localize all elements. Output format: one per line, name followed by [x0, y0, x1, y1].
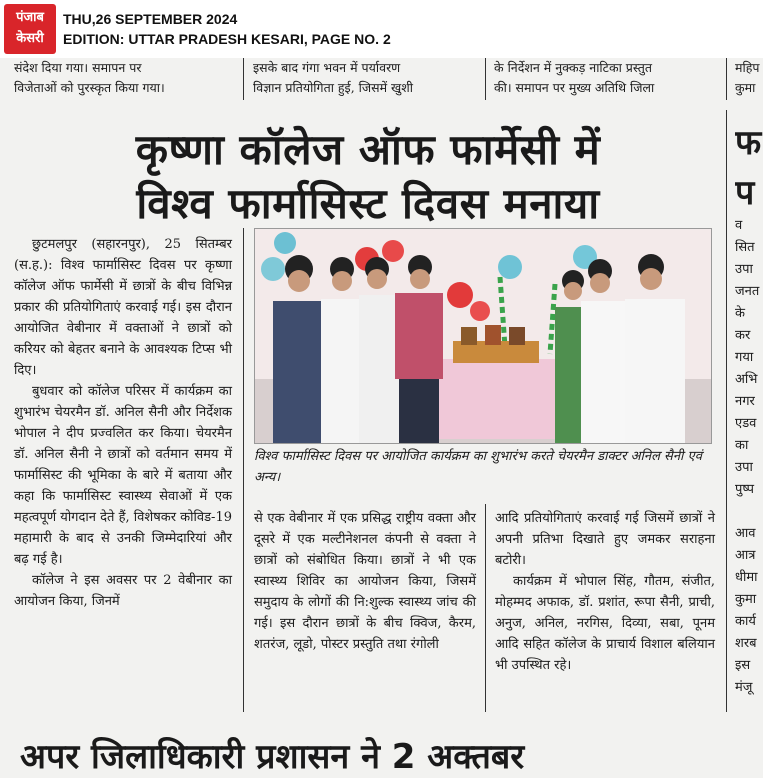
article-paragraph: से एक वेबीनार में एक प्रसिद्ध राष्ट्रीय वक्ता और दूसरे में एक मल्टीनेशनल कंपनी से वक्ता ने छात्रों को संबोधित किया। छात्रों ने भी एक स्वास्थ्य शिविर का आयोजन किया, जिसमें समुदाय के लोगों की नि:शुल्क स्वास्थ्य जांच की गई। इस दौरान छात्रों के बीच क्विज, कैरम, शतरंज, लूडो, पोस्टर प्रस्तुति तथा रंगोली [254, 511, 476, 652]
article-paragraph: बुधवार को कॉलेज परिसर में कार्यक्रम का शुभारंभ चेयरमैन डॉ. अनिल सैनी और निर्देशक भोपाल ने दीप प्रज्वलित कर किया। चेयरमैन डॉ. अनिल सैनी ने छात्रों को वर्तमान समय में फार्मासिस्ट की भूमिका के बारे में बताया और कहा कि फार्मासिस्ट स्वास्थ्य सेवाओं में एक महत्वपूर्ण योगदान देते हैं, विशेषकर कोविड-19 महामारी के बाद से उनकी जिम्मेदारियां और बढ़ गई है। [14, 384, 232, 567]
column-divider [243, 58, 244, 100]
column-divider [726, 110, 727, 712]
column-divider [485, 504, 486, 712]
article-headline-line1: कृष्णा कॉलेज ऑफ फार्मेसी में [135, 125, 601, 174]
column-divider [485, 58, 486, 100]
clipping-meta [63, 9, 391, 49]
column-divider [726, 58, 727, 100]
adjacent-article-text: व सित उपा जनत के कर गया अभि नगर एडव का उपा पुष्प आव आत्र धीमा कुमा कार्य शरब इस मंजू [735, 218, 760, 695]
event-photo [254, 228, 712, 444]
prev-article-col3: के निर्देशन में नुक्कड़ नाटिका प्रस्तुत की। समापन पर मुख्य अतिथि जिला [494, 60, 655, 95]
article-column-1 [14, 234, 232, 612]
column-divider [243, 228, 244, 712]
punjab-kesari-logo: पंजाब केसरी [4, 4, 56, 54]
photo-caption: विश्व फार्मासिस्ट दिवस पर आयोजित कार्यक्रम का शुभारंभ करते चेयरमैन डाक्टर अनिल सैनी एवं अन्य। [254, 449, 702, 485]
adjacent-headline: फ प [735, 123, 762, 213]
prev-article-col4: महिप कुमा [735, 60, 760, 95]
clipping-header [0, 0, 763, 58]
article-paragraph: कार्यक्रम में भोपाल सिंह, गौतम, संजीत, मोहम्मद अफाक, डॉ. प्रशांत, रूपा सैनी, प्राची, अनुज, अनिल, नरगिस, दिव्या, सबा, पूनम आदि सहित कॉलेज के प्राचार्य विशाल बलियान भी उपस्थित रहे। [495, 574, 715, 673]
edition-info: EDITION: UTTAR PRADESH KESARI, PAGE NO. 2 [63, 31, 391, 47]
event-photo-illustration [255, 229, 711, 443]
article-headline-line2: विश्व फार्मासिस्ट दिवस मनाया [136, 179, 600, 228]
prev-article-col1: संदेश दिया गया। समापन पर विजेताओं को पुरस्कृत किया गया। [14, 60, 165, 95]
article-column-2 [254, 508, 476, 655]
next-article-headline: अपर जिलाधिकारी प्रशासन ने 2 अक्तबर [20, 737, 525, 777]
publication-date: THU,26 SEPTEMBER 2024 [63, 11, 238, 27]
prev-article-col2: इसके बाद गंगा भवन में पर्यावरण विज्ञान प्रतियोगिता हुई, जिसमें खुशी [253, 60, 414, 95]
article-paragraph: छुटमलपुर (सहारनपुर), 25 सितम्बर (स.ह.): विश्व फार्मासिस्ट दिवस पर कृष्णा कॉलेज ऑफ फार्मेसी में छात्रों के बीच विभिन्न प्रकार की प्रतियोगिताएं करवाई गई। इस दौरान आयोजित वेबीनार में वक्ताओं ने छात्रों को करियर को बेहतर बनाने के आवश्यक टिप्स भी दिए। [14, 237, 232, 378]
article-column-3 [495, 508, 715, 676]
article-paragraph: आदि प्रतियोगिताएं करवाई गई जिसमें छात्रों ने अपनी प्रतिभा दिखाते हुए जमकर सराहना बटोरी। [495, 511, 715, 568]
article-paragraph: कॉलेज ने इस अवसर पर 2 वेबीनार का आयोजन किया, जिनमें [14, 573, 232, 609]
